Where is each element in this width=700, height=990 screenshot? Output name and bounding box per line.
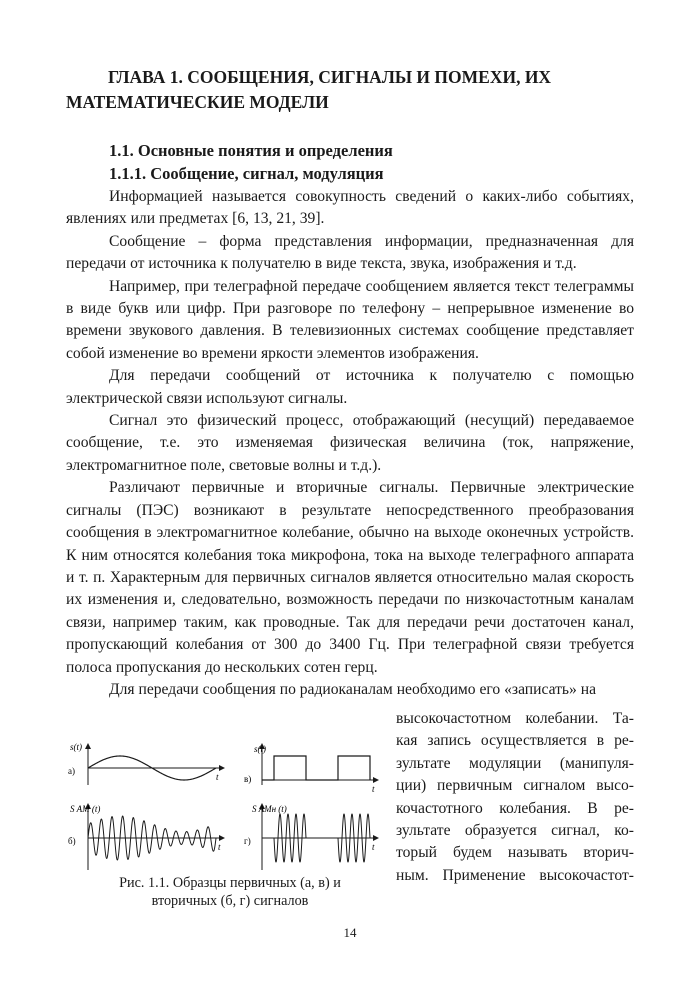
text-line: торый будем называть вторич- (396, 844, 634, 862)
xlabel: t (218, 842, 221, 852)
caption-line: Рис. 1.1. Образцы первичных (а, в) и (119, 875, 341, 891)
caption-line: вторичных (б, г) сигналов (151, 893, 309, 909)
panel-letter: а) (68, 766, 75, 776)
figure-caption (80, 874, 380, 910)
paragraph: Сигнал это физический процесс, отображающий (несущий) передаваемое сообщение, т.е. это изменяемая физическая величина (ток, напряжение, электромагнитное поле, световые волны и т.д.). (66, 412, 634, 474)
xlabel: t (372, 784, 375, 794)
page-number: 14 (343, 925, 357, 940)
body-text (66, 186, 634, 701)
paragraph: Для передачи сообщения по радиоканалам необходимо его «записать» на (109, 680, 596, 698)
text-line: ции) первичным сигналом высо- (396, 777, 634, 795)
text-line: ным. Применение высокочастот- (396, 866, 634, 884)
panel-letter: в) (244, 774, 252, 784)
panel-a (68, 742, 224, 785)
chapter-title-line2: МАТЕМАТИЧЕСКИЕ МОДЕЛИ (66, 92, 329, 112)
ylabel: S AMн (t) (252, 804, 287, 814)
paragraph: Например, при телеграфной передаче сообщением является текст телеграммы в виде букв или цифр. При разговоре по телефону – непрерывное изменение во времени звукового давления. В телевизионных системах сообщение представляет собой изменение во времени яркости элементов изображения. (66, 277, 634, 362)
ylabel: s(t) (70, 742, 82, 752)
panel-letter: б) (68, 836, 76, 846)
rectangular-pulse-curve (262, 756, 370, 780)
paragraph: Для передачи сообщений от источника к получателю с помощью электрической связи используют сигналы. (66, 367, 634, 407)
panel-g (244, 804, 378, 870)
panel-letter: г) (244, 836, 251, 846)
paragraph: Различают первичные и вторичные сигналы. Первичные электрические сигналы (ПЭС) возникают в результате непосредственного преобразования сообщения в электромагнитное колебание, обычно на выходе оконечных устройств. К ним относятся колебания тока микрофона, тока на выходе телеграфного аппарата и т. п. Характерным для первичных сигналов является относительно малая скорость их изменения и, следовательно, возможность передачи по низкочастотным каналам связи, например таким, как проводные. Так для передачи речи достаточен канал, пропускающий колебания от 300 до 3400 Гц. При телеграфной связи требуется полоса пропускания до нескольких сотен герц. (66, 479, 634, 676)
xlabel: t (372, 842, 375, 852)
subsection-heading: 1.1.1. Сообщение, сигнал, модуляция (109, 164, 384, 183)
ylabel: s(t) (254, 744, 266, 754)
text-line: кочастотного колебания. В ре- (396, 799, 634, 817)
chapter-title (66, 65, 636, 115)
text-line: кая запись осуществляется в ре- (396, 732, 634, 750)
text-line: высокочастотном колебании. Та- (396, 710, 634, 727)
panel-v (244, 744, 378, 794)
text-line: зультате образуется сигнал, ко- (396, 822, 634, 840)
panel-b (68, 804, 224, 870)
chapter-title-line1: ГЛАВА 1. СООБЩЕНИЯ, СИГНАЛЫ И ПОМЕХИ, ИХ (108, 67, 552, 87)
wrapped-text (396, 708, 634, 887)
xlabel: t (216, 772, 219, 782)
section-heading: 1.1. Основные понятия и определения (109, 141, 393, 160)
paragraph: Сообщение – форма представления информации, предназначенная для передачи от источника к получателю в виде текста, звука, изображения и т.д. (66, 232, 634, 273)
paragraph: Информацией называется совокупность сведений о каких-либо событиях, явлениях или предметах [6, 13, 21, 39]. (66, 188, 634, 228)
text-line: зультате модуляции (манипуля- (396, 754, 634, 772)
ylabel: S AM (t) (70, 804, 101, 814)
